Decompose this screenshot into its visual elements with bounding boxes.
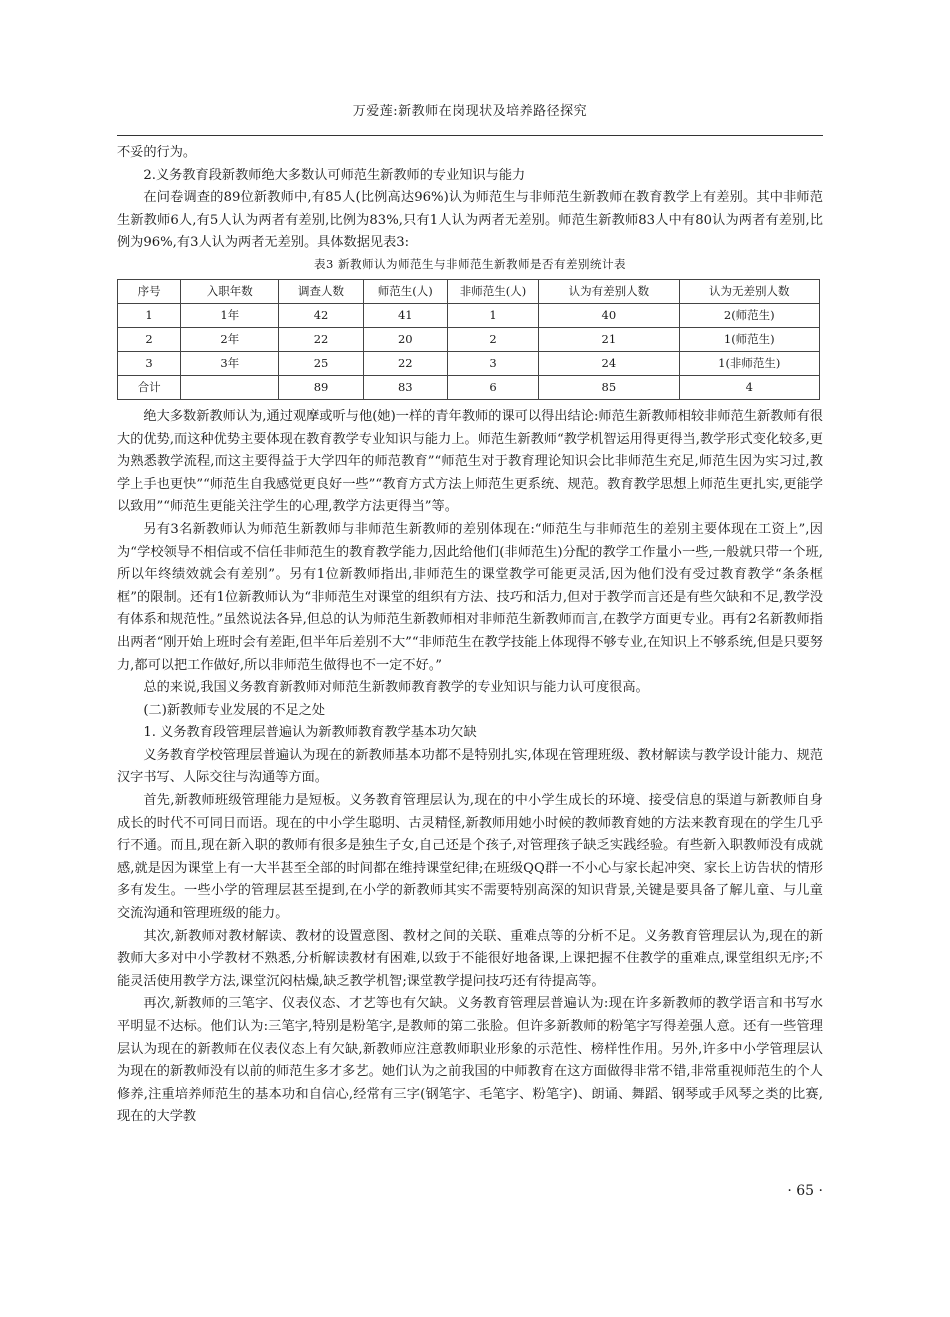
column-header: 师范生(人) bbox=[363, 279, 447, 303]
table-caption: 表3 新教师认为师范生与非师范生新教师是否有差别统计表 bbox=[314, 256, 626, 271]
table-cell: 42 bbox=[279, 303, 363, 327]
table-cell: 40 bbox=[539, 303, 679, 327]
subsection-heading-1: 1. 义务教育段管理层普遍认为新教师教育教学基本功欠缺 bbox=[143, 725, 477, 741]
paragraph-survey-intro: 在问卷调查的89位新教师中,有85人(比例高达96%)认为师范生与非师范生新教师在教育教学上有差别。其中非师范生新教师6人,有5人认为两者有差别,比例为83%,只有1人认为两者无差别。师范生新教师83人中有80认为两者有差别,比例为96%,有3人认为两者无差别。具体数据见表3: bbox=[117, 190, 823, 251]
table-cell: 6 bbox=[447, 375, 538, 399]
table-header-row bbox=[118, 279, 820, 303]
table-cell: 24 bbox=[539, 351, 679, 375]
running-title: 万爱莲:新教师在岗现状及培养路径探究 bbox=[352, 104, 588, 119]
paragraph-class-management: 首先,新教师班级管理能力是短板。义务教育管理层认为,现在的中小学生成长的环境、接受信息的渠道与新教师自身成长的时代不可同日而语。现在的中小学生聪明、古灵精怪,新教师用她小时候的教师教育她的方法来教育现在的学生几乎行不通。而且,现在新入职的教师有很多是独生子女,自己还是个孩子,对管理孩子缺乏实践经验。有些新入职教师没有成就感,就是因为课堂上有一大半甚至全部的时间都在维持课堂纪律;在班级QQ群一不小心与家长起冲突、家长上访告状的情形多有发生。一些小学的管理层甚至提到,在小学的新教师其实不需要特别高深的知识背景,关键是要具备了解儿童、与儿童交流沟通和管理班级的能力。 bbox=[117, 793, 823, 922]
header-rule bbox=[117, 135, 823, 136]
data-table bbox=[117, 279, 820, 400]
paragraph-differences: 另有3名新教师认为师范生新教师与非师范生新教师的差别体现在:“师范生与非师范生的差别主要体现在工资上”,因为“学校领导不相信或不信任非师范生的教育教学能力,因此给他们(非师范生)分配的教学工作量小一些,一般就只带一个班,所以年终绩效就会有差别”。另有1位新教师指出,非师范生的课堂教学可能更灵活,因为他们没有受过教育教学“条条框框”的限制。还有1位新教师认为“非师范生对课堂的组织有方法、技巧和活力,但对于教学而言还是有些欠缺和不足,教学没有体系和规范性。”虽然说法各异,但总的认为师范生新教师相对非师范生新教师而言,在教学方面更专业。再有2名新教师指出两者“刚开始上班时会有差距,但半年后差别不大”“非师范生在教学技能上体现得不够专业,在知识上不够系统,但是只要努力,都可以把工作做好,所以非师范生做得也不一定不好。” bbox=[117, 521, 823, 673]
table-cell: 20 bbox=[363, 327, 447, 351]
page-number: · 65 · bbox=[787, 1183, 823, 1199]
table-cell: 22 bbox=[363, 351, 447, 375]
column-header: 调查人数 bbox=[279, 279, 363, 303]
column-header: 序号 bbox=[118, 279, 181, 303]
paragraph-textbook-analysis: 其次,新教师对教材解读、教材的设置意图、教材之间的关联、重难点等的分析不足。义务教育管理层认为,现在的新教师大多对中小学教材不熟悉,分析解读教材有困难,以致于不能很好地备课,上课把握不住教学的重难点,课堂组织无序;不能灵活使用教学方法,课堂沉闷枯燥,缺乏教学机智;课堂教学提问技巧还有待提高等。 bbox=[117, 928, 823, 989]
table-cell: 89 bbox=[279, 375, 363, 399]
paragraph-summary: 总的来说,我国义务教育新教师对师范生新教师教育教学的专业知识与能力认可度很高。 bbox=[143, 680, 649, 696]
table-cell: 2 bbox=[447, 327, 538, 351]
table-row bbox=[118, 351, 820, 375]
paragraph-continuation: 不妥的行为。 bbox=[117, 145, 197, 160]
table-cell: 1(师范生) bbox=[679, 327, 819, 351]
table-total-row bbox=[118, 375, 820, 399]
table-row bbox=[118, 303, 820, 327]
table-row bbox=[118, 327, 820, 351]
table-cell: 2 bbox=[118, 327, 181, 351]
paragraph-advantages: 绝大多数新教师认为,通过观摩或听与他(她)一样的青年教师的课可以得出结论:师范生新教师相较非师范生新教师有很大的优势,而这种优势主要体现在教育教学专业知识与能力上。师范生新教师“教学机智运用得更得当,教学形式变化较多,更为熟悉教学流程,而这主要得益于大学四年的师范教育”“师范生对于教育理论知识会比非师范生充足,师范生因为实习过,教学上手也更快”“师范生自我感觉更良好一些”“教育方式方法上师范生更系统、规范。教育教学思想上师范生更扎实,更能学以致用”“师范生更能关注学生的心理,教学方法更得当”等。 bbox=[117, 408, 823, 515]
table-cell: 1 bbox=[447, 303, 538, 327]
table-cell: 1(非师范生) bbox=[679, 351, 819, 375]
column-header: 认为有差别人数 bbox=[539, 279, 679, 303]
table-cell: 1 bbox=[118, 303, 181, 327]
table-cell: 83 bbox=[363, 375, 447, 399]
table-cell: 3年 bbox=[181, 351, 279, 375]
column-header: 认为无差别人数 bbox=[679, 279, 819, 303]
section-heading-part-2: (二)新教师专业发展的不足之处 bbox=[143, 702, 326, 718]
paragraph-basic-skills: 再次,新教师的三笔字、仪表仪态、才艺等也有欠缺。义务教育管理层普遍认为:现在许多新教师的教学语言和书写水平明显不达标。他们认为:三笔字,特别是粉笔字,是教师的第二张脸。但许多新教师的粉笔字写得差强人意。还有一些管理层认为现在的新教师在仪表仪态上有欠缺,新教师应注意教师职业形象的示范性、榜样性作用。另外,许多中小学管理层认为现在的新教师没有以前的师范生多才多艺。她们认为之前我国的中师教育在这方面做得非常不错,非常重视师范生的个人修养,注重培养师范生的基本功和自信心,经常有三字(钢笔字、毛笔字、粉笔字)、朗诵、舞蹈、钢琴或手风琴之类的比赛,现在的大学教 bbox=[117, 996, 823, 1125]
table-cell: 1年 bbox=[181, 303, 279, 327]
table-cell: 85 bbox=[539, 375, 679, 399]
table-cell: 2(师范生) bbox=[679, 303, 819, 327]
table-cell: 4 bbox=[679, 375, 819, 399]
column-header: 入职年数 bbox=[181, 279, 279, 303]
table-cell bbox=[181, 375, 279, 399]
column-header: 非师范生(人) bbox=[447, 279, 538, 303]
table-cell: 22 bbox=[279, 327, 363, 351]
table-cell: 2年 bbox=[181, 327, 279, 351]
section-heading-2: 2.义务教育段新教师绝大多数认可师范生新教师的专业知识与能力 bbox=[143, 167, 526, 183]
article-body bbox=[117, 142, 823, 1129]
table-cell: 25 bbox=[279, 351, 363, 375]
paragraph-management-view: 义务教育学校管理层普遍认为现在的新教师基本功都不是特别扎实,体现在管理班级、教材解读与教学设计能力、规范汉字书写、人际交往与沟通等方面。 bbox=[117, 747, 823, 786]
table-cell: 41 bbox=[363, 303, 447, 327]
table-cell: 21 bbox=[539, 327, 679, 351]
table-cell: 合计 bbox=[118, 375, 181, 399]
table-cell: 3 bbox=[118, 351, 181, 375]
table-cell: 3 bbox=[447, 351, 538, 375]
